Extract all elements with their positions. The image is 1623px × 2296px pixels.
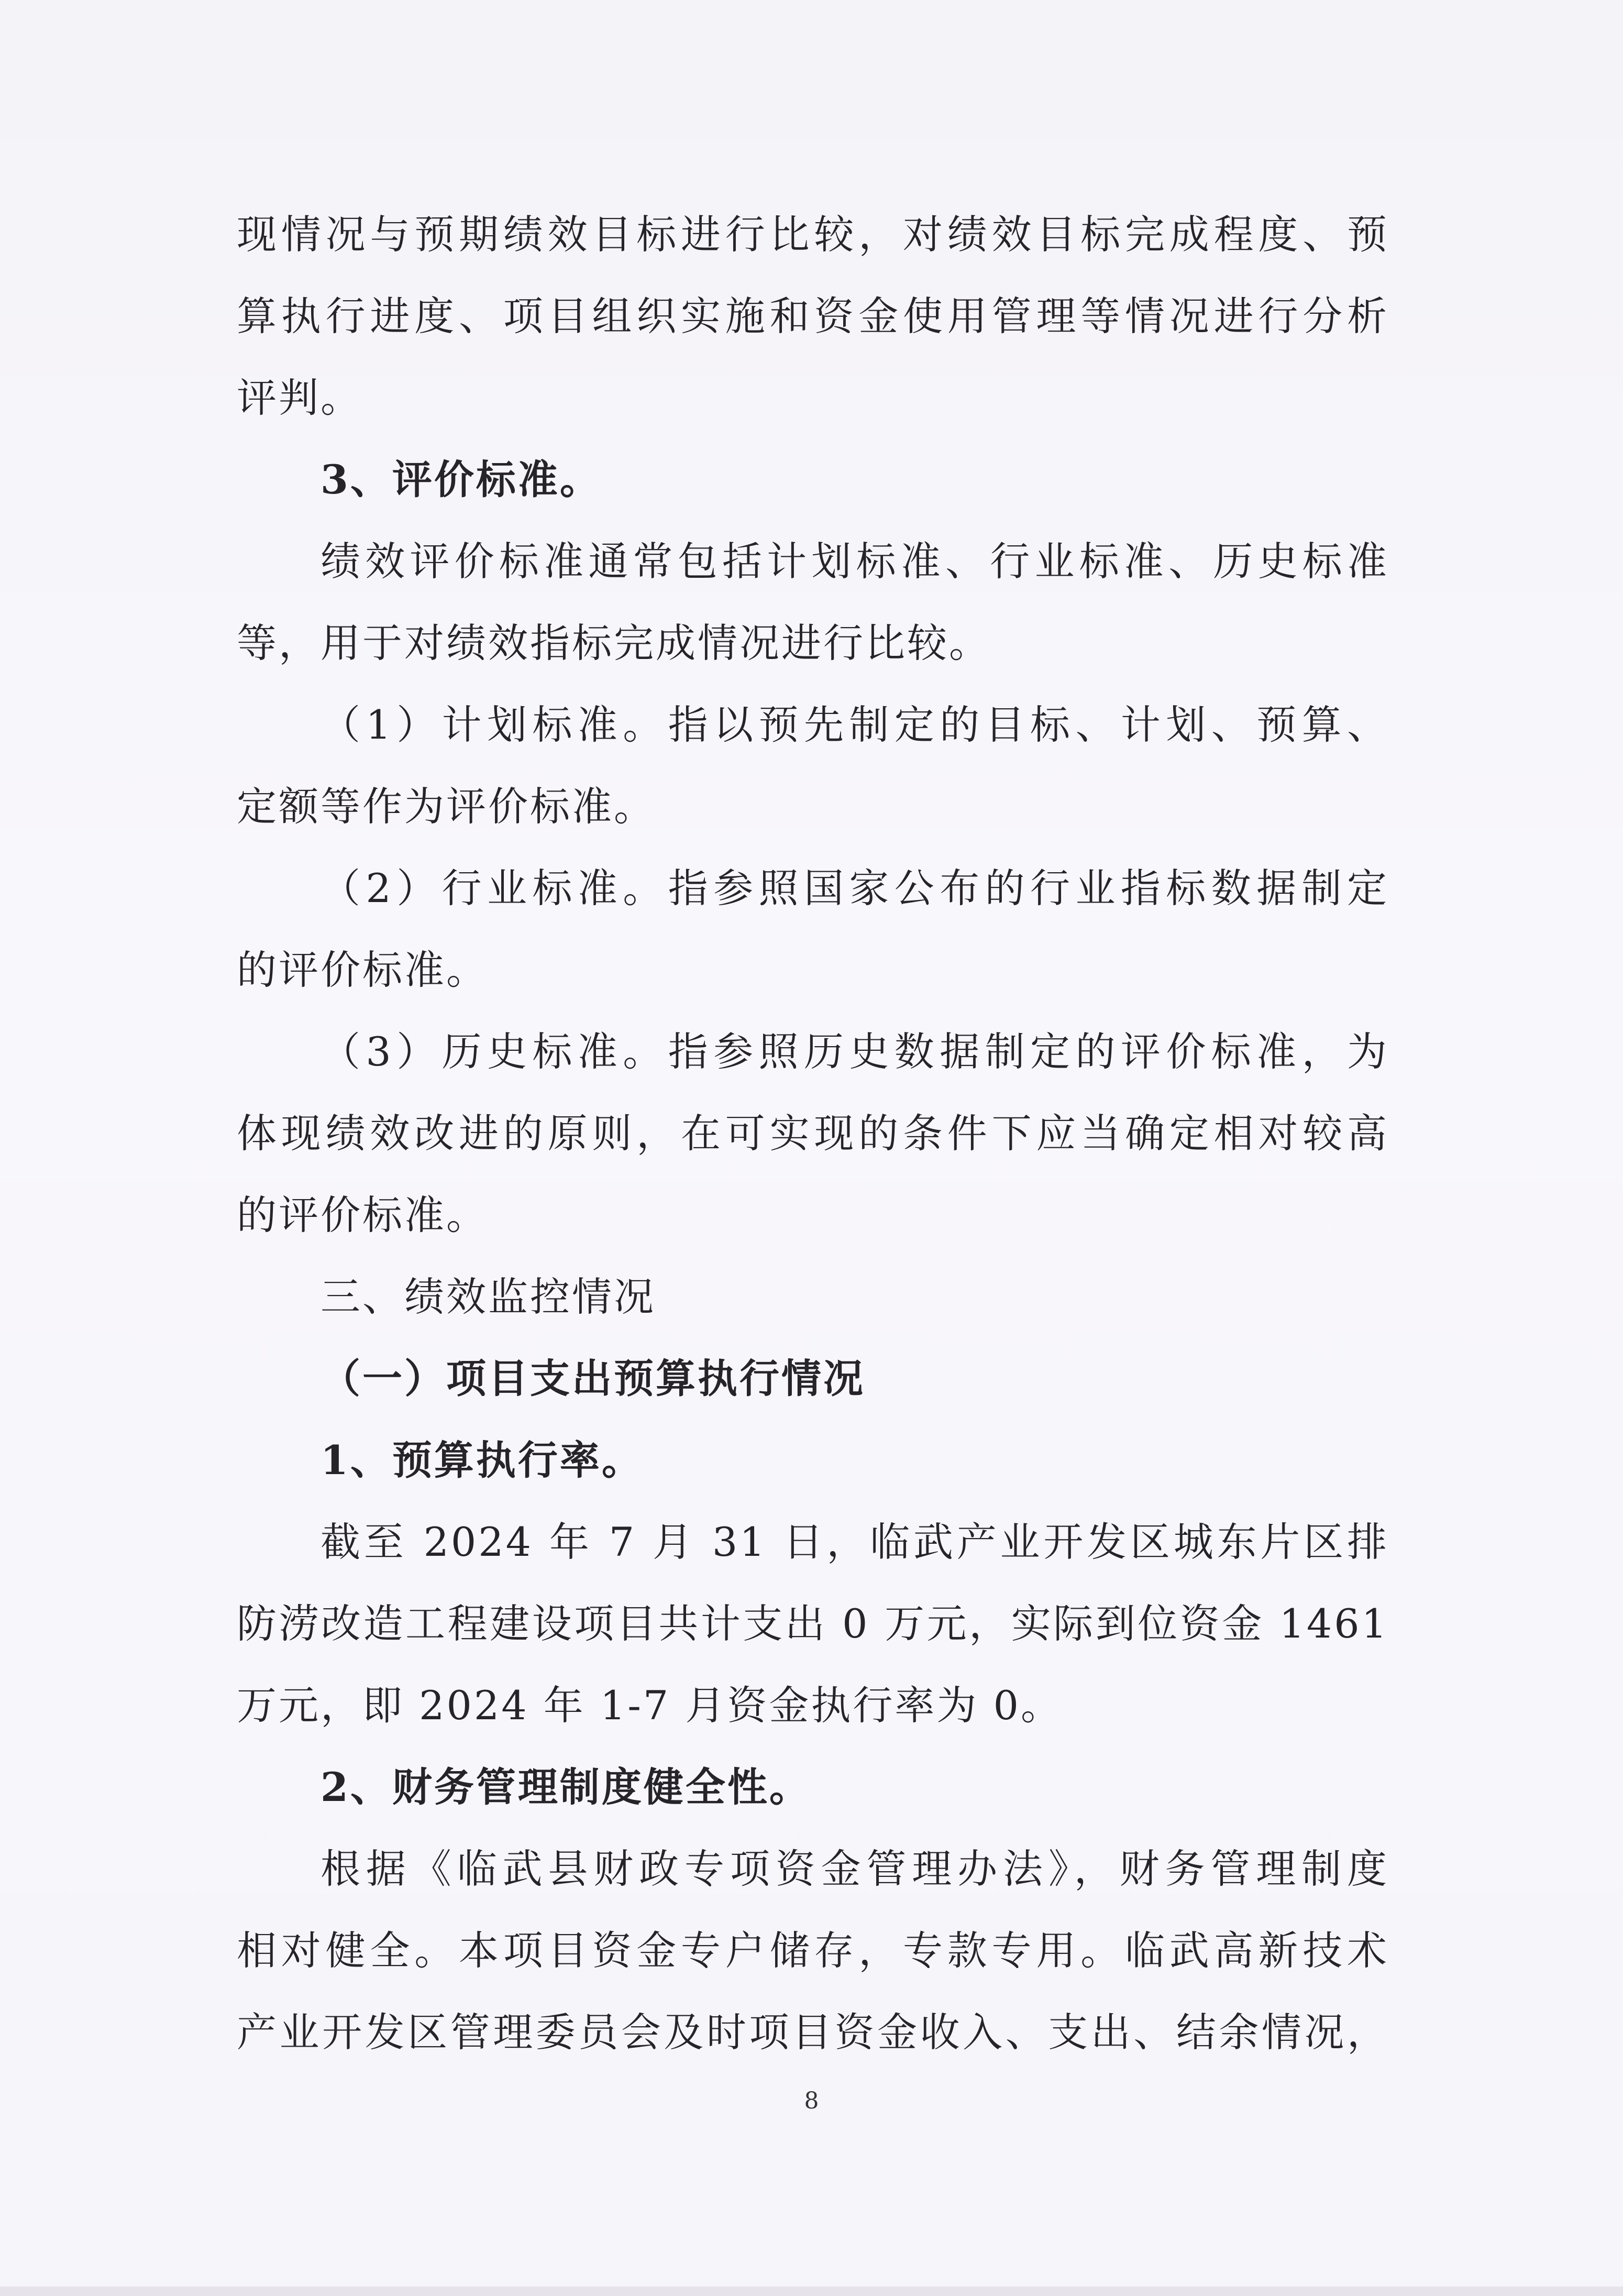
paragraph-line: （1）计划标准。指以预先制定的目标、计划、预算、	[321, 701, 1389, 748]
paragraph-line: 等，用于对绩效指标完成情况进行比较。	[237, 620, 991, 666]
paragraph-line: 定额等作为评价标准。	[237, 783, 656, 830]
section-heading: 3、评价标准。	[321, 456, 602, 503]
page-number: 8	[804, 2088, 819, 2114]
paragraph-line: 的评价标准。	[237, 947, 488, 993]
paragraph-line: 体现绩效改进的原则，在可实现的条件下应当确定相对较高	[237, 1110, 1389, 1157]
paragraph-line: 产业开发区管理委员会及时项目资金收入、支出、结余情况，	[237, 2009, 1389, 2056]
paragraph-line: 截至 2024 年 7 月 31 日，临武产业开发区城东片区排	[321, 1519, 1389, 1565]
paragraph-line: 防涝改造工程建设项目共计支出 0 万元，实际到位资金 1461	[237, 1600, 1389, 1647]
scan-edge	[0, 2287, 1623, 2296]
body-text	[237, 194, 1389, 2073]
paragraph-line: 万元，即 2024 年 1-7 月资金执行率为 0。	[237, 1682, 1063, 1729]
paragraph-line: （2）行业标准。指参照国家公布的行业指标数据制定	[321, 865, 1389, 911]
chapter-heading: 三、绩效监控情况	[321, 1273, 656, 1320]
paragraph-line: 相对健全。本项目资金专户储存，专款专用。临武高新技术	[237, 1927, 1389, 1974]
paragraph-line: 评判。	[237, 375, 362, 421]
paragraph-line: （3）历史标准。指参照历史数据制定的评价标准，为	[321, 1028, 1389, 1075]
section-heading: 2、财务管理制度健全性。	[321, 1764, 811, 1810]
paragraph-line: 现情况与预期绩效目标进行比较，对绩效目标完成程度、预	[237, 211, 1389, 258]
paragraph-line: 根据《临武县财政专项资金管理办法》，财务管理制度	[321, 1845, 1389, 1892]
paragraph-line: 算执行进度、项目组织实施和资金使用管理等情况进行分析	[237, 293, 1389, 339]
section-heading: 1、预算执行率。	[321, 1437, 644, 1484]
paragraph-line: 的评价标准。	[237, 1192, 488, 1238]
paragraph-line: 绩效评价标准通常包括计划标准、行业标准、历史标准	[321, 538, 1389, 585]
subsection-heading: （一）项目支出预算执行情况	[321, 1355, 865, 1402]
